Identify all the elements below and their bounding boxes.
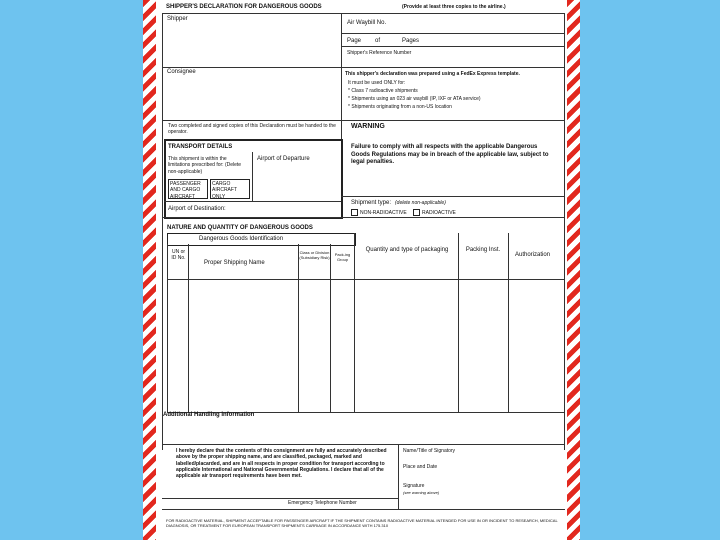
place-date-label: Place and Date	[403, 464, 438, 470]
departure-airport-label: Airport of Departure	[257, 156, 310, 162]
shipment-type-label: Shipment type:	[351, 200, 392, 206]
class-column-header: Class or Division (Subsidiary Risk)	[299, 250, 330, 260]
template-notice-line: It must be used ONLY for:	[348, 80, 406, 86]
non-radioactive-label: NON-RADIOACTIVE	[360, 209, 407, 216]
declaration-text: I hereby declare that the contents of this consignment are fully and accurately described above by the proper shipping name, and are classified, packaged, marked and labelled/placarded, and are in all respects in proper condition for transport according to applicable International and National Governmental Regulations. I declare that all of the applicable air transport requirements have been met.	[176, 448, 387, 479]
authorization-column-header: Authorization	[515, 252, 551, 258]
left-hazard-border	[143, 0, 156, 540]
limitations-text: This shipment is within the limitations prescribed for: (Delete non-applicable)	[168, 156, 242, 175]
reference-number-label: Shipper's Reference Number	[347, 50, 412, 56]
transport-details-title: TRANSPORT DETAILS	[168, 144, 233, 150]
warning-text: Failure to comply with all respects with the applicable Dangerous Goods Regulations may be in breach of the applicable law, subject to legal penalties.	[351, 144, 549, 165]
warning-title: WARNING	[351, 123, 385, 130]
template-notice-line: * Shipments originating from a non-US location	[348, 104, 452, 110]
template-notice-line: * Class 7 radioactive shipments	[348, 88, 418, 94]
form-title: SHIPPER'S DECLARATION FOR DANGEROUS GOODS	[166, 4, 322, 10]
two-copies-note: Two completed and signed copies of this Declaration must be handed to the operator.	[168, 123, 336, 136]
signature-label: Signature	[403, 483, 425, 489]
un-column-header: UN or ID No.	[171, 249, 186, 262]
template-notice-title: This shipper's declaration was prepared using a FedEx Express template.	[345, 71, 520, 77]
right-hazard-border	[567, 0, 580, 540]
dangerous-goods-form	[158, 0, 565, 540]
nature-quantity-title: NATURE AND QUANTITY OF DANGEROUS GOODS	[167, 225, 313, 231]
additional-handling-label: Additional Handling Information	[163, 412, 255, 418]
template-notice-line: * Shipments using an 023 air waybill (IP, IXF or ATA service)	[348, 96, 481, 102]
page-label: Page	[347, 38, 362, 44]
destination-airport-label: Airport of Destination:	[168, 206, 226, 212]
consignee-label: Consignee	[167, 69, 196, 75]
copies-note: (Provide at least three copies to the airline.)	[402, 4, 506, 10]
packing-group-column-header: Pack-ing Group	[334, 252, 351, 262]
shipment-type-hint: (delete non-applicable)	[395, 200, 446, 206]
declaration-sheet	[143, 0, 580, 540]
radioactive-option[interactable]	[413, 209, 456, 216]
of-label: of	[375, 38, 381, 44]
radioactive-label: RADIOACTIVE	[422, 209, 456, 216]
pages-label: Pages	[402, 38, 420, 44]
shipping-name-column-header: Proper Shipping Name	[204, 260, 265, 266]
passenger-aircraft-label: PASSENGER AND CARGO AIRCRAFT	[170, 181, 201, 200]
signatory-name-label: Name/Title of Signatory	[403, 448, 456, 454]
cargo-aircraft-label: CARGO AIRCRAFT ONLY	[212, 181, 237, 200]
quantity-column-header: Quantity and type of packaging	[365, 247, 449, 253]
radioactive-footer-note: FOR RADIOACTIVE MATERIAL, SHIPMENT ACCEPTABLE FOR PASSENGER AIRCRAFT IF THE SHIPMENT CONTAINS RADIOACTIVE MATERIAL INTENDED FOR USE IN OR INCIDENT TO RESEARCH, MEDICAL DIAGNOSIS, OR TREATMENT FOR EUROPEAN TRANSPORT SHIPMENTS CARRIAGE IN ACCORDANCE WITH 175.310	[166, 518, 558, 528]
non-radioactive-option[interactable]	[351, 209, 407, 216]
identification-label: Dangerous Goods Identification	[199, 236, 284, 242]
air-waybill-label: Air Waybill No.	[347, 20, 387, 26]
emergency-phone-label: Emergency Telephone Number	[288, 500, 357, 506]
packing-inst-column-header: Packing Inst.	[465, 247, 501, 253]
signature-hint: (see warning above)	[403, 490, 440, 495]
shipper-label: Shipper	[167, 16, 188, 22]
